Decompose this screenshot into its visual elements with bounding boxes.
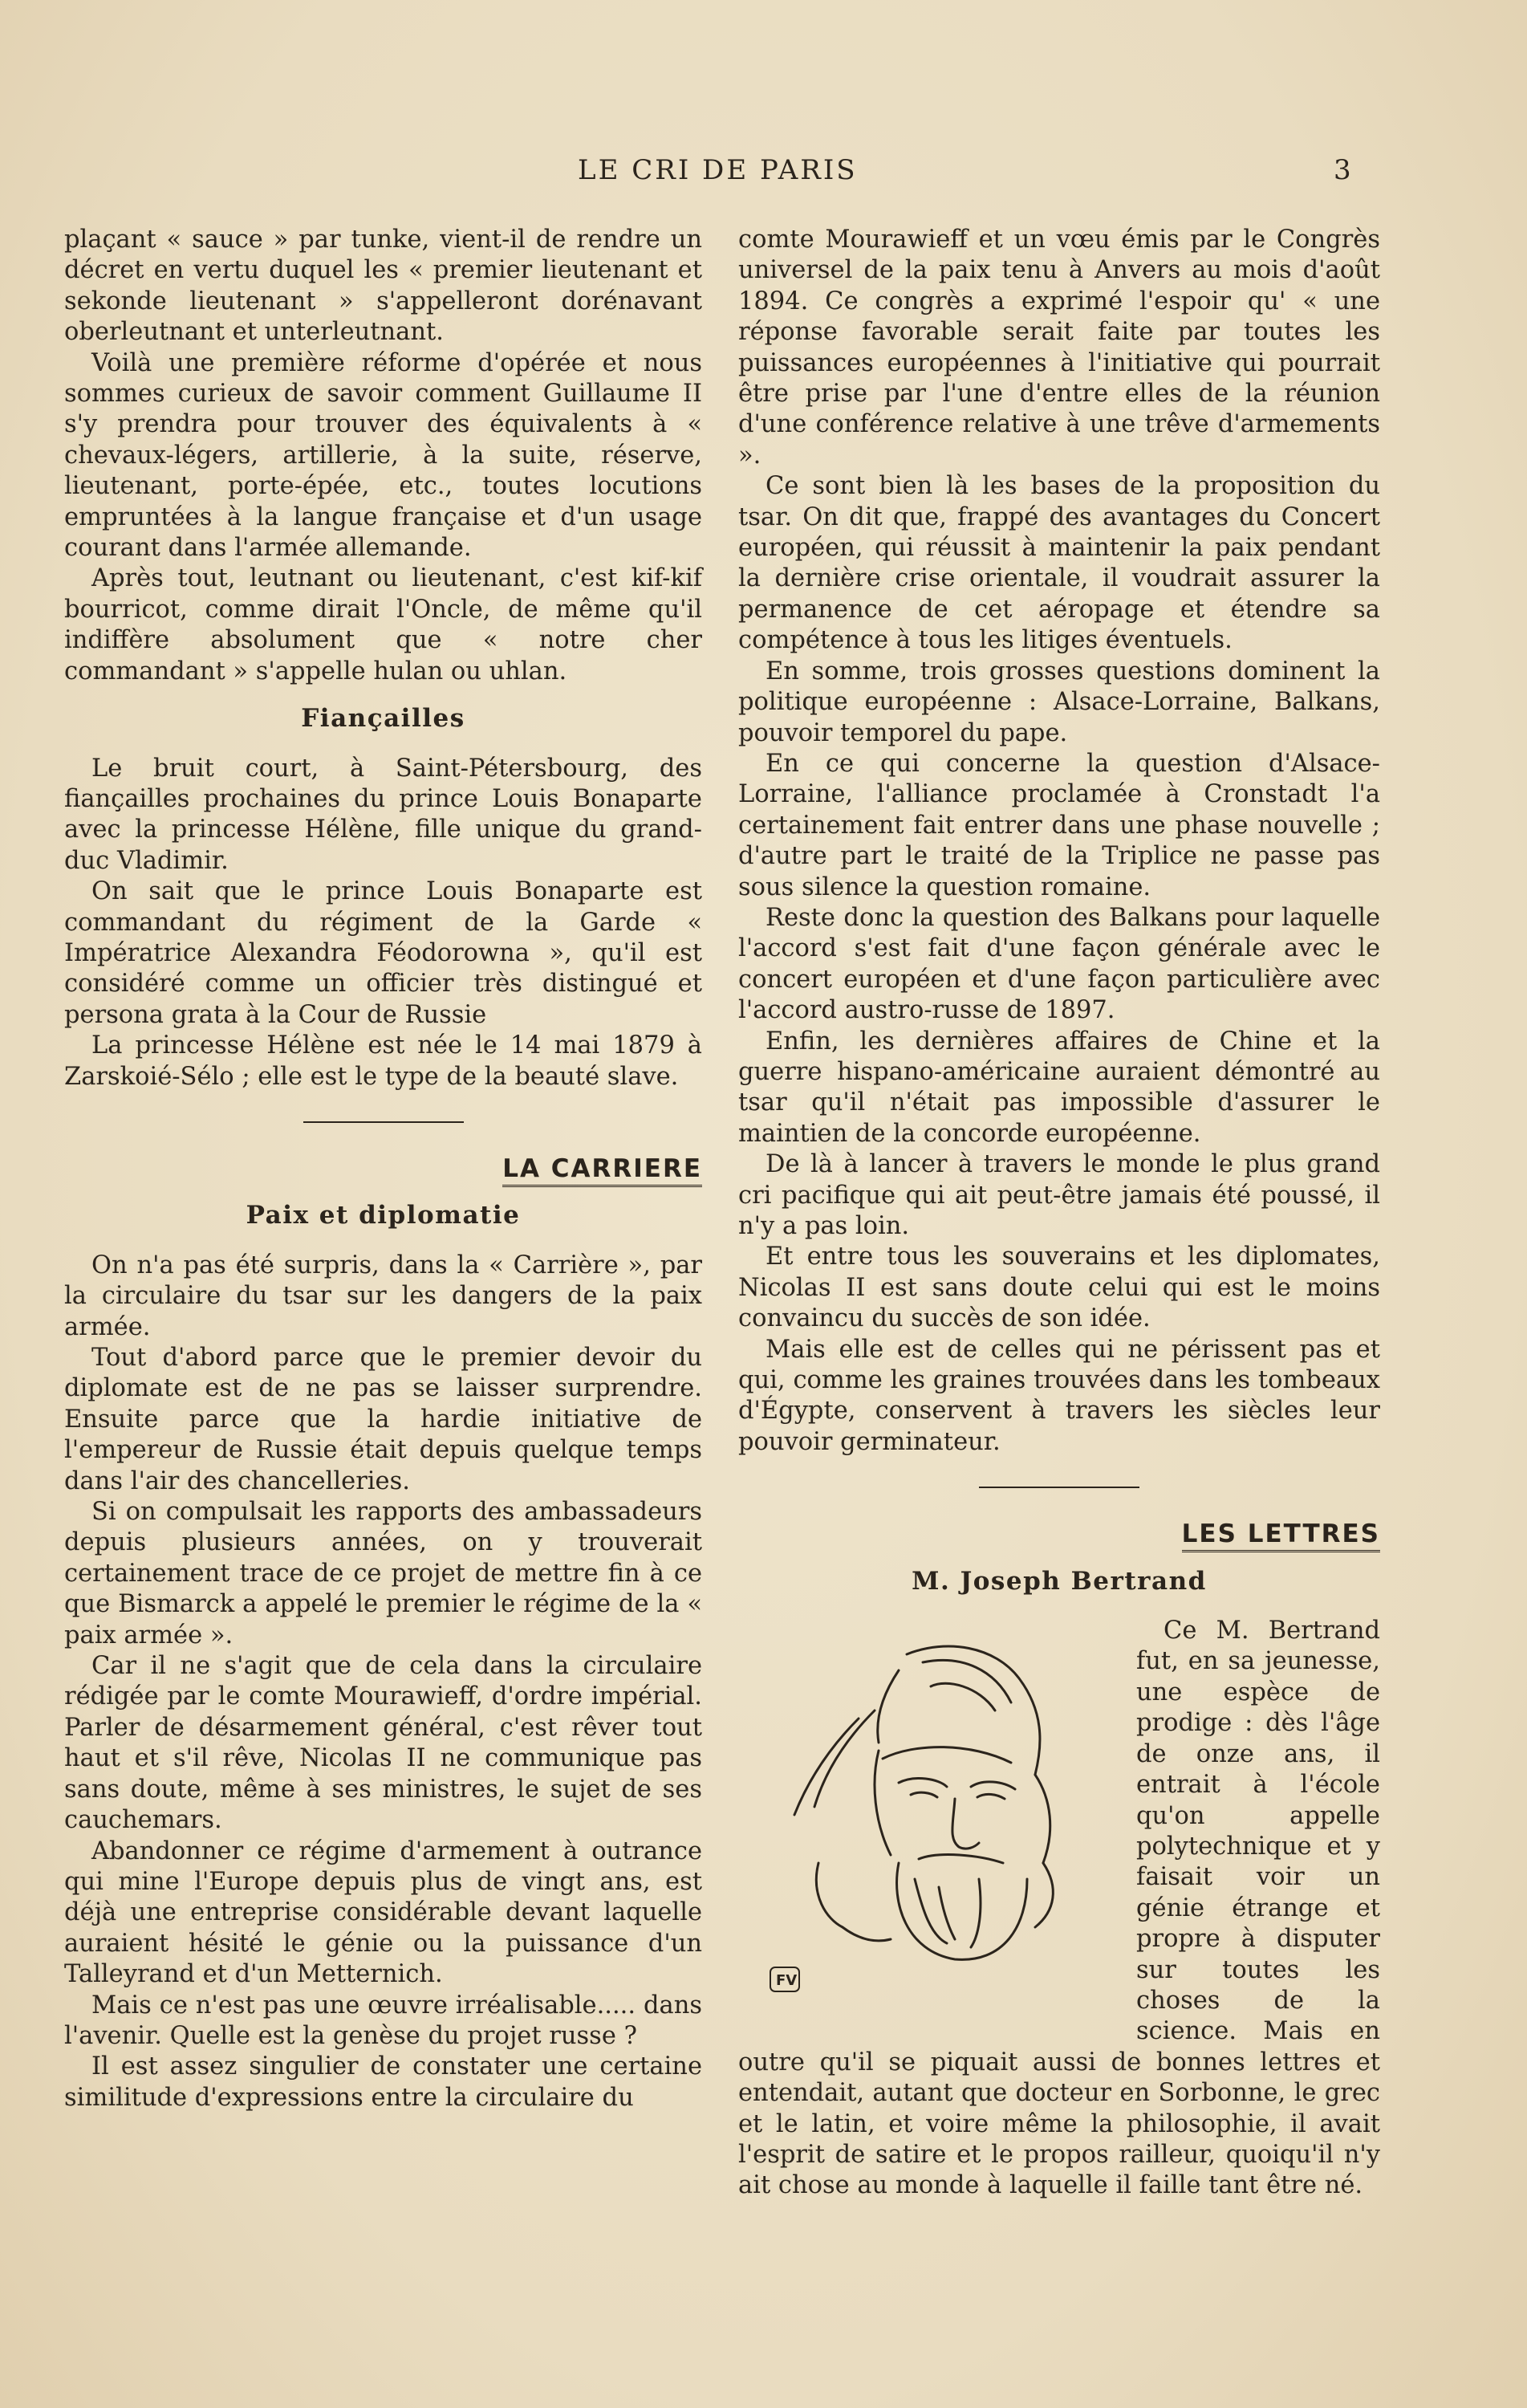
paragraph: Il est assez singulier de constater une certaine similitude d'expressions entre la circulaire du (64, 2052, 702, 2112)
section-label-text: LES LETTRES (1182, 1519, 1380, 1552)
article-heading-paix: Paix et diplomatie (246, 1201, 521, 1230)
paragraph: Si on compulsait les rapports des ambassadeurs depuis plusieurs années, on y trouverait certainement trace de ce projet de mettre fin à ce que Bismarck a appelé le premier le régime de la « paix armée ». (64, 1498, 702, 1649)
paragraph: Tout d'abord parce que le premier devoir du diplomate est de ne pas se laisser surprendre. Ensuite parce que la hardie initiative de l'empereur de Russie était depuis quelque temps dans l'air des chancelleries. (64, 1344, 702, 1495)
article-heading-fiancailles: Fiançailles (301, 704, 465, 734)
paragraph: plaçant « sauce » par tunke, vient-il de rendre un décret en vertu duquel les « premier lieutenant et sekonde lieutenant » s'appelleront dorénavant oberleutnant et unterleutnant. (64, 226, 702, 347)
article-heading-bertrand: M. Joseph Bertrand (912, 1566, 1207, 1596)
paragraph: On n'a pas été surpris, dans la « Carrière », par la circulaire du tsar sur les dangers de la paix armée. (64, 1251, 702, 1341)
paragraph: En ce qui concerne la question d'Alsace-Lorraine, l'alliance proclamée à Cronstadt l'a certainement fait entrer dans une phase nouvelle ; d'autre part le traité de la Triplice ne passe pas sous silence la question romaine. (738, 749, 1380, 901)
paragraph: De là à lancer à travers le monde le plus grand cri pacifique qui ait peut-être jamais été poussé, il n'y a pas loin. (738, 1150, 1380, 1240)
paragraph: Abandonner ce régime d'armement à outrance qui mine l'Europe depuis plus de vingt ans, est déjà une entreprise considérable devant laquelle auraient hésité le génie ou la puissance d'un Talleyrand et d'un Metternich. (64, 1837, 702, 1989)
page-number: 3 (1334, 154, 1351, 186)
caricature-signature: FV (776, 1972, 798, 1990)
section-label-lettres (738, 1519, 1380, 1549)
caricature-illustration (738, 1622, 1123, 2040)
paragraph: En somme, trois grosses questions dominent la politique européenne : Alsace-Lorraine, Balkans, pouvoir temporel du pape. (738, 657, 1380, 747)
paragraph: On sait que le prince Louis Bonaparte est commandant du régiment de la Garde « Impératrice Alexandra Féodorowna », qu'il est considéré comme un officier très distingué et persona grata à la Cour de Russie (64, 877, 702, 1029)
paragraph: Reste donc la question des Balkans pour laquelle l'accord s'est fait d'une façon générale avec le concert européen et d'une façon particulière avec l'accord austro-russe de 1897. (738, 903, 1380, 1025)
paragraph: Ce M. Bertrand fut, en sa jeunesse, une espèce de prodige : dès l'âge de onze ans, il entrait à l'école qu'on appelle polytechnique et y faisait voir un génie étrange et propre à disputer sur toutes les choses de la science. Mais en outre qu'il se piquait aussi de bonnes lettres et entendait, autant que docteur en Sorbonne, le grec et le latin, et voire même la philosophie, il avait l'esprit de satire et le propos railleur, quoiqu'il n'y ait chose au monde à laquelle il faille tant être né. (738, 1617, 1380, 2200)
paragraph: La princesse Hélène est née le 14 mai 1879 à Zarskoié-Sélo ; elle est le type de la beauté slave. (64, 1031, 702, 1091)
section-label-text: LA CARRIERE (502, 1154, 702, 1187)
paragraph: Et entre tous les souverains et les diplomates, Nicolas II est sans doute celui qui est le moins convaincu du succès de son idée. (738, 1243, 1380, 1333)
paragraph: Le bruit court, à Saint-Pétersbourg, des fiançailles prochaines du prince Louis Bonaparte avec la princesse Hélène, fille unique du grand-duc Vladimir. (64, 754, 702, 875)
paragraph: Mais ce n'est pas une œuvre irréalisable..... dans l'avenir. Quelle est la genèse du projet russe ? (64, 1991, 702, 2050)
right-column (738, 225, 1380, 2202)
left-column (64, 225, 702, 2113)
paragraph: Après tout, leutnant ou lieutenant, c'est kif-kif bourricot, comme dirait l'Oncle, de même qu'il indiffère absolument que « notre cher commandant » s'appelle hulan ou uhlan. (64, 564, 702, 685)
caricature-drawing (738, 1622, 1123, 2040)
bertrand-article-body (738, 1616, 1380, 2202)
section-divider (979, 1487, 1139, 1488)
paragraph: Car il ne s'agit que de cela dans la circulaire rédigée par le comte Mourawieff, d'ordre impérial. Parler de désarmement général, c'est rêver tout haut et s'il rêve, Nicolas II ne communique pas sans doute, même à ses ministres, le sujet de ses cauchemars. (64, 1652, 702, 1835)
page-header (0, 154, 1527, 194)
section-label-carriere (64, 1153, 702, 1184)
paragraph: Voilà une première réforme d'opérée et nous sommes curieux de savoir comment Guillaume II s'y prendra pour trouver des équivalents à « chevaux-légers, artillerie, à la suite, réserve, lieutenant, porte-épée, etc., toutes locutions empruntées à la langue française et d'un usage courant dans l'armée allemande. (64, 348, 702, 563)
running-title: LE CRI DE PARIS (578, 154, 858, 186)
paragraph: Ce sont bien là les bases de la proposition du tsar. On dit que, frappé des avantages du Concert européen, qui réussit à maintenir la paix pendant la dernière crise orientale, il voudrait assurer la permanence de cet aéropage et étendre sa compétence à tous les litiges éventuels. (738, 472, 1380, 655)
paragraph: Enfin, les dernières affaires de Chine et la guerre hispano-américaine auraient démontré au tsar qu'il n'était pas impossible d'assurer le maintien de la concorde européenne. (738, 1027, 1380, 1148)
paragraph: Mais elle est de celles qui ne périssent pas et qui, comme les graines trouvées dans les tombeaux d'Égypte, conservent à travers les siècles leur pouvoir germinateur. (738, 1335, 1380, 1456)
paragraph: comte Mourawieff et un vœu émis par le Congrès universel de la paix tenu à Anvers au mois d'août 1894. Ce congrès a exprimé l'espoir qu' « une réponse favorable serait faite par toutes les puissances européennes à l'initiative qui pourrait être prise par l'une d'entre elles de la réunion d'une conférence relative à une trêve d'armements ». (738, 226, 1380, 470)
section-divider (303, 1121, 464, 1123)
